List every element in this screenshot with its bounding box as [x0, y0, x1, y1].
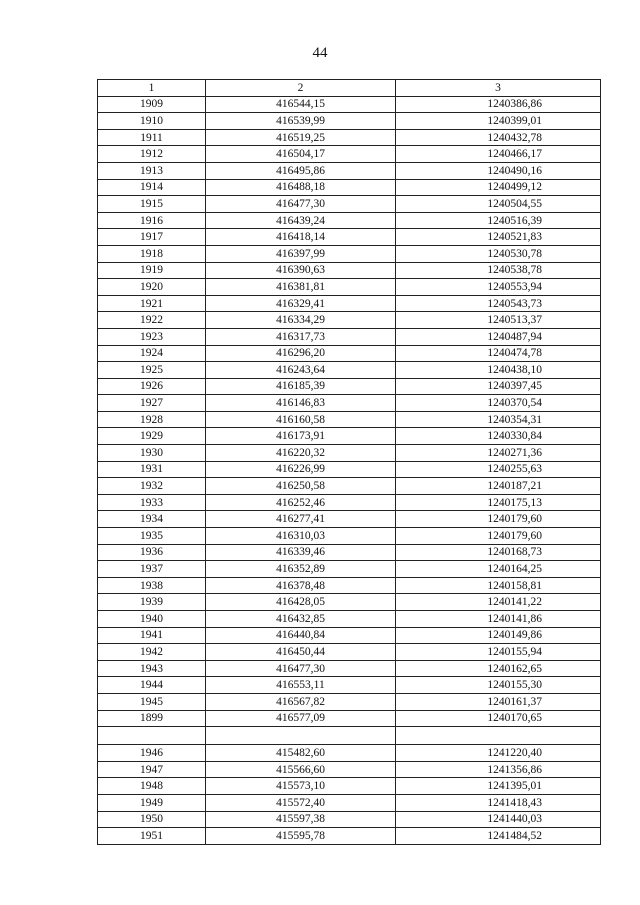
empty-row: [98, 727, 601, 745]
y-coordinate-cell: 1240164,25: [396, 561, 601, 578]
point-number-cell: 1943: [98, 660, 206, 677]
table-row: [98, 445, 601, 462]
point-number-cell: 1915: [98, 196, 206, 213]
x-coordinate-cell: 416381,81: [206, 279, 396, 296]
y-coordinate-cell: 1240141,86: [396, 611, 601, 628]
point-number-cell: 1930: [98, 445, 206, 462]
y-coordinate-cell: 1240161,37: [396, 693, 601, 710]
y-coordinate-cell: 1240386,86: [396, 96, 601, 113]
y-coordinate-cell: 1241440,03: [396, 811, 601, 828]
x-coordinate-cell: 416544,15: [206, 96, 396, 113]
table-row: [98, 511, 601, 528]
point-number-cell: 1932: [98, 478, 206, 495]
x-coordinate-cell: 415595,78: [206, 828, 396, 845]
x-coordinate-cell: 416519,25: [206, 129, 396, 146]
table-row: [98, 594, 601, 611]
table-row: [98, 660, 601, 677]
table-row: [98, 162, 601, 179]
y-coordinate-cell: 1240155,94: [396, 644, 601, 661]
table-row: [98, 794, 601, 811]
x-coordinate-cell: 416488,18: [206, 179, 396, 196]
point-number-cell: 1912: [98, 146, 206, 163]
y-coordinate-cell: 1240354,31: [396, 411, 601, 428]
x-coordinate-cell: 416553,11: [206, 677, 396, 694]
x-coordinate-cell: 416440,84: [206, 627, 396, 644]
table-row: [98, 378, 601, 395]
point-number-cell: 1934: [98, 511, 206, 528]
point-number-cell: 1936: [98, 544, 206, 561]
x-coordinate-cell: 416477,30: [206, 196, 396, 213]
x-coordinate-cell: 416539,99: [206, 113, 396, 130]
y-coordinate-cell: 1240466,17: [396, 146, 601, 163]
table-row: [98, 212, 601, 229]
point-number-cell: 1940: [98, 611, 206, 628]
x-coordinate-cell: 416277,41: [206, 511, 396, 528]
empty-cell: [206, 727, 396, 745]
x-coordinate-cell: 415573,10: [206, 778, 396, 795]
x-coordinate-cell: 416317,73: [206, 328, 396, 345]
point-number-cell: 1948: [98, 778, 206, 795]
table-row: [98, 461, 601, 478]
y-coordinate-cell: 1240162,65: [396, 660, 601, 677]
point-number-cell: 1926: [98, 378, 206, 395]
y-coordinate-cell: 1240271,36: [396, 445, 601, 462]
y-coordinate-cell: 1240370,54: [396, 395, 601, 412]
x-coordinate-cell: 416397,99: [206, 245, 396, 262]
table-row: [98, 494, 601, 511]
coordinates-table: [97, 79, 601, 845]
y-coordinate-cell: 1240521,83: [396, 229, 601, 246]
point-number-cell: 1951: [98, 828, 206, 845]
point-number-cell: 1946: [98, 745, 206, 762]
point-number-cell: 1921: [98, 295, 206, 312]
x-coordinate-cell: 416243,64: [206, 362, 396, 379]
x-coordinate-cell: 416378,48: [206, 577, 396, 594]
y-coordinate-cell: 1240168,73: [396, 544, 601, 561]
x-coordinate-cell: 416226,99: [206, 461, 396, 478]
y-coordinate-cell: 1240490,16: [396, 162, 601, 179]
table-row: [98, 279, 601, 296]
point-number-cell: 1928: [98, 411, 206, 428]
table-row: [98, 611, 601, 628]
y-coordinate-cell: 1240538,78: [396, 262, 601, 279]
point-number-cell: 1899: [98, 710, 206, 727]
table-row: [98, 528, 601, 545]
point-number-cell: 1916: [98, 212, 206, 229]
y-coordinate-cell: 1240141,22: [396, 594, 601, 611]
table-row: [98, 778, 601, 795]
point-number-cell: 1931: [98, 461, 206, 478]
y-coordinate-cell: 1240155,30: [396, 677, 601, 694]
point-number-cell: 1927: [98, 395, 206, 412]
empty-cell: [396, 727, 601, 745]
table-row: [98, 710, 601, 727]
x-coordinate-cell: 415566,60: [206, 761, 396, 778]
x-coordinate-cell: 416477,30: [206, 660, 396, 677]
point-number-cell: 1950: [98, 811, 206, 828]
y-coordinate-cell: 1241356,86: [396, 761, 601, 778]
point-number-cell: 1941: [98, 627, 206, 644]
x-coordinate-cell: 416439,24: [206, 212, 396, 229]
x-coordinate-cell: 416329,41: [206, 295, 396, 312]
table-row: [98, 544, 601, 561]
x-coordinate-cell: 416504,17: [206, 146, 396, 163]
point-number-cell: 1913: [98, 162, 206, 179]
table-row: [98, 395, 601, 412]
point-number-cell: 1945: [98, 693, 206, 710]
empty-cell: [98, 727, 206, 745]
y-coordinate-cell: 1240487,94: [396, 328, 601, 345]
x-coordinate-cell: 416390,63: [206, 262, 396, 279]
x-coordinate-cell: 415482,60: [206, 745, 396, 762]
table-row: [98, 229, 601, 246]
table-row: [98, 577, 601, 594]
table-row: [98, 677, 601, 694]
point-number-cell: 1949: [98, 794, 206, 811]
point-number-cell: 1938: [98, 577, 206, 594]
y-coordinate-cell: 1240474,78: [396, 345, 601, 362]
y-coordinate-cell: 1240499,12: [396, 179, 601, 196]
point-number-cell: 1917: [98, 229, 206, 246]
table-row: [98, 245, 601, 262]
table-row: [98, 811, 601, 828]
table-row: [98, 113, 601, 130]
y-coordinate-cell: 1240149,86: [396, 627, 601, 644]
table-row: [98, 644, 601, 661]
point-number-cell: 1918: [98, 245, 206, 262]
y-coordinate-cell: 1240553,94: [396, 279, 601, 296]
x-coordinate-cell: 416428,05: [206, 594, 396, 611]
column-header-1: 1: [98, 80, 206, 97]
x-coordinate-cell: 416418,14: [206, 229, 396, 246]
table-row: [98, 262, 601, 279]
point-number-cell: 1911: [98, 129, 206, 146]
y-coordinate-cell: 1240397,45: [396, 378, 601, 395]
y-coordinate-cell: 1240255,63: [396, 461, 601, 478]
x-coordinate-cell: 416577,09: [206, 710, 396, 727]
y-coordinate-cell: 1240432,78: [396, 129, 601, 146]
table-row: [98, 478, 601, 495]
table-row: [98, 761, 601, 778]
table-header-row: [98, 80, 601, 97]
y-coordinate-cell: 1241220,40: [396, 745, 601, 762]
table-row: [98, 828, 601, 845]
y-coordinate-cell: 1240530,78: [396, 245, 601, 262]
point-number-cell: 1922: [98, 312, 206, 329]
table-row: [98, 196, 601, 213]
column-header-3: 3: [396, 80, 601, 97]
x-coordinate-cell: 416252,46: [206, 494, 396, 511]
table-row: [98, 179, 601, 196]
point-number-cell: 1929: [98, 428, 206, 445]
table-row: [98, 345, 601, 362]
x-coordinate-cell: 416334,29: [206, 312, 396, 329]
point-number-cell: 1914: [98, 179, 206, 196]
x-coordinate-cell: 416352,89: [206, 561, 396, 578]
y-coordinate-cell: 1240516,39: [396, 212, 601, 229]
column-header-2: 2: [206, 80, 396, 97]
table-row: [98, 561, 601, 578]
point-number-cell: 1909: [98, 96, 206, 113]
y-coordinate-cell: 1240187,21: [396, 478, 601, 495]
table-row: [98, 693, 601, 710]
point-number-cell: 1939: [98, 594, 206, 611]
point-number-cell: 1923: [98, 328, 206, 345]
table-row: [98, 411, 601, 428]
table-row: [98, 96, 601, 113]
y-coordinate-cell: 1241395,01: [396, 778, 601, 795]
x-coordinate-cell: 416220,32: [206, 445, 396, 462]
point-number-cell: 1942: [98, 644, 206, 661]
point-number-cell: 1947: [98, 761, 206, 778]
y-coordinate-cell: 1240513,37: [396, 312, 601, 329]
x-coordinate-cell: 416173,91: [206, 428, 396, 445]
table-body-second-group: [98, 745, 601, 845]
x-coordinate-cell: 416310,03: [206, 528, 396, 545]
table-row: [98, 627, 601, 644]
y-coordinate-cell: 1240330,84: [396, 428, 601, 445]
page-number: 44: [312, 45, 328, 61]
x-coordinate-cell: 416432,85: [206, 611, 396, 628]
x-coordinate-cell: 415597,38: [206, 811, 396, 828]
table-row: [98, 129, 601, 146]
point-number-cell: 1919: [98, 262, 206, 279]
y-coordinate-cell: 1241418,43: [396, 794, 601, 811]
point-number-cell: 1937: [98, 561, 206, 578]
x-coordinate-cell: 416160,58: [206, 411, 396, 428]
x-coordinate-cell: 416450,44: [206, 644, 396, 661]
table-row: [98, 312, 601, 329]
x-coordinate-cell: 416250,58: [206, 478, 396, 495]
y-coordinate-cell: 1240399,01: [396, 113, 601, 130]
x-coordinate-cell: 416339,46: [206, 544, 396, 561]
y-coordinate-cell: 1240175,13: [396, 494, 601, 511]
y-coordinate-cell: 1240170,65: [396, 710, 601, 727]
table-row: [98, 295, 601, 312]
point-number-cell: 1924: [98, 345, 206, 362]
x-coordinate-cell: 416146,83: [206, 395, 396, 412]
point-number-cell: 1910: [98, 113, 206, 130]
x-coordinate-cell: 416185,39: [206, 378, 396, 395]
table-row: [98, 745, 601, 762]
y-coordinate-cell: 1240543,73: [396, 295, 601, 312]
point-number-cell: 1925: [98, 362, 206, 379]
x-coordinate-cell: 416296,20: [206, 345, 396, 362]
y-coordinate-cell: 1240504,55: [396, 196, 601, 213]
y-coordinate-cell: 1241484,52: [396, 828, 601, 845]
x-coordinate-cell: 415572,40: [206, 794, 396, 811]
y-coordinate-cell: 1240179,60: [396, 511, 601, 528]
table-row: [98, 146, 601, 163]
y-coordinate-cell: 1240179,60: [396, 528, 601, 545]
table-row: [98, 328, 601, 345]
table-separator: [98, 727, 601, 745]
y-coordinate-cell: 1240158,81: [396, 577, 601, 594]
point-number-cell: 1920: [98, 279, 206, 296]
x-coordinate-cell: 416567,82: [206, 693, 396, 710]
table-body-first-group: [98, 96, 601, 727]
point-number-cell: 1944: [98, 677, 206, 694]
x-coordinate-cell: 416495,86: [206, 162, 396, 179]
point-number-cell: 1935: [98, 528, 206, 545]
table-row: [98, 362, 601, 379]
table-row: [98, 428, 601, 445]
point-number-cell: 1933: [98, 494, 206, 511]
y-coordinate-cell: 1240438,10: [396, 362, 601, 379]
